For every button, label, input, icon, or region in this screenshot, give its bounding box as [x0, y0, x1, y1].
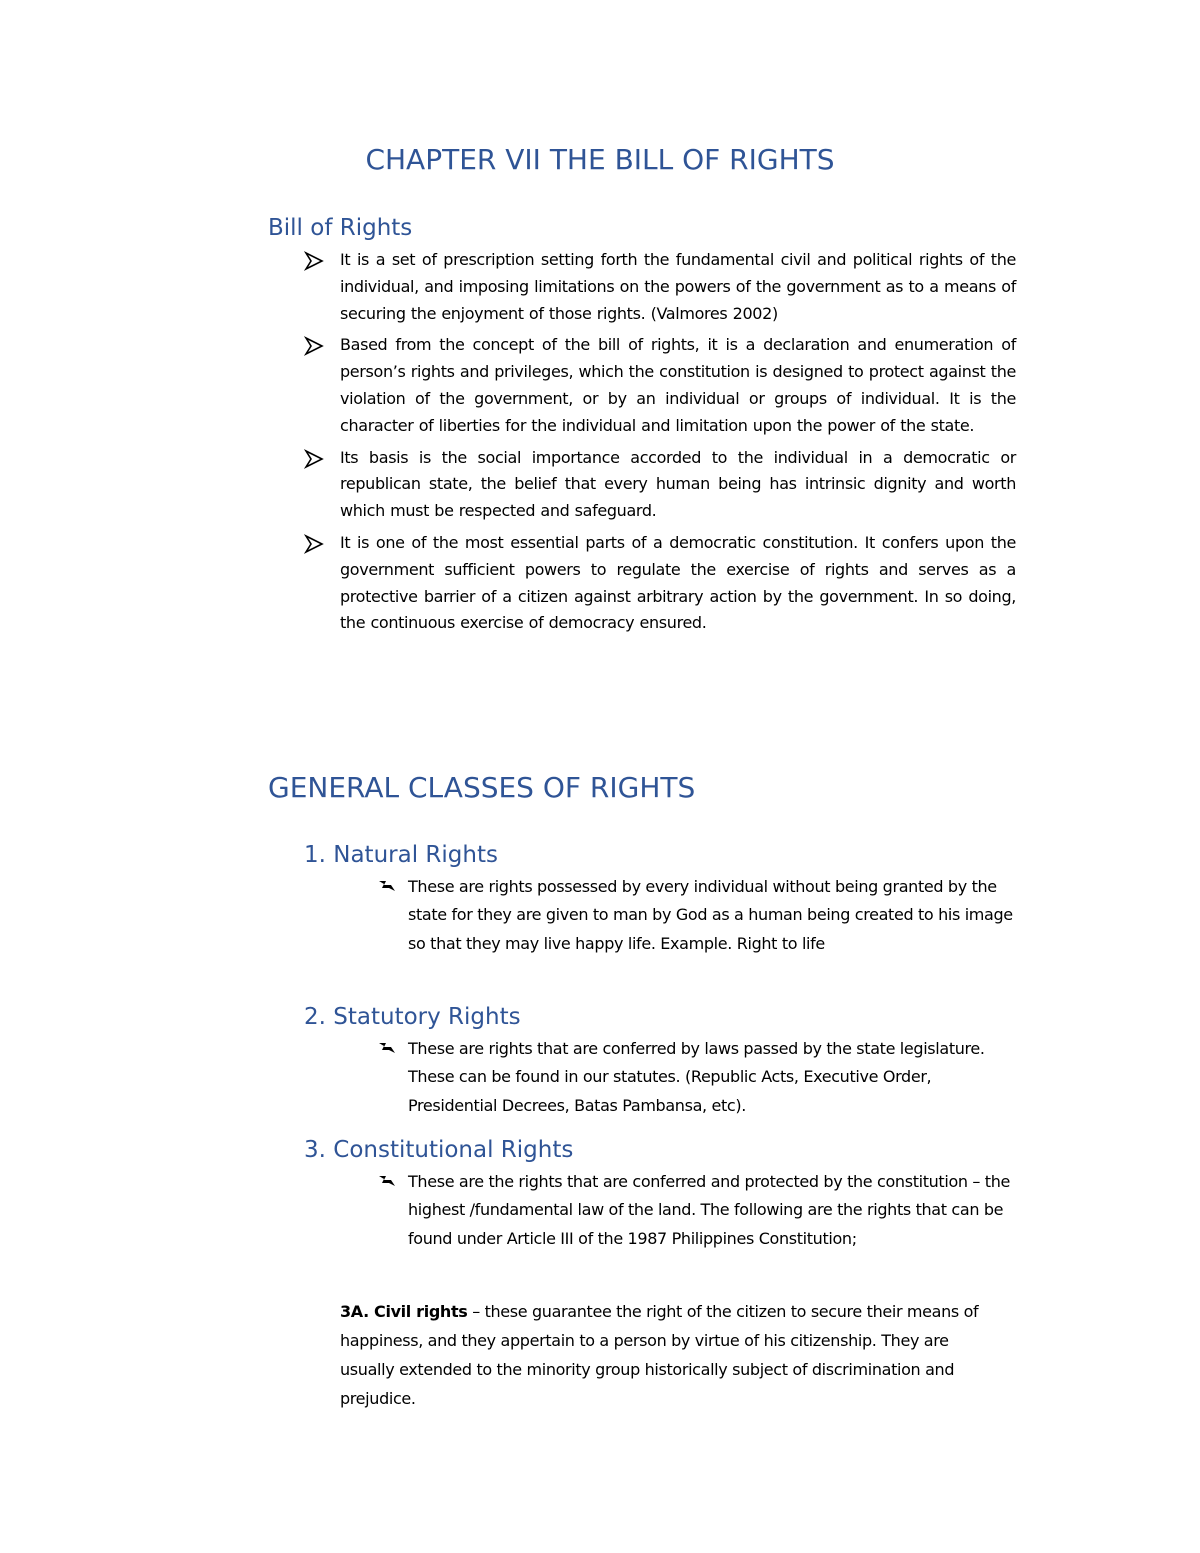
lightning-bolt-icon	[378, 1041, 396, 1055]
statutory-rights-description	[378, 1035, 1018, 1120]
class-description-text: These are rights possessed by every individual without being granted by the state for they are given to man by God as a human being created to his image so that they may live happy life. Example. Right to life	[408, 877, 1013, 953]
natural-rights-description	[378, 873, 1018, 958]
class-description-text: These are the rights that are conferred and protected by the constitution – the highest /fundamental law of the land. The following are the rights that can be found under Article III of the 1987 Philippines Constitution;	[408, 1172, 1011, 1248]
general-classes-heading: GENERAL CLASSES OF RIGHTS	[268, 771, 696, 804]
arrowhead-icon	[304, 534, 324, 554]
bill-of-rights-list	[268, 247, 1016, 642]
class-description-text: These are rights that are conferred by laws passed by the state legislature. These can be found in our statutes. (Republic Acts, Executive Order, Presidential Decrees, Batas Pambansa, etc).	[408, 1039, 985, 1115]
arrowhead-icon	[304, 336, 324, 356]
civil-rights-text: – these guarantee the right of the citizen to secure their means of happiness, and they appertain to a person by virtue of his citizenship. They are usually extended to the minority group historically subject of discrimination and prejudice.	[340, 1302, 979, 1408]
arrowhead-icon	[304, 449, 324, 469]
list-item	[268, 332, 1016, 439]
list-item	[268, 530, 1016, 637]
lightning-bolt-icon	[378, 1174, 396, 1188]
bill-of-rights-item-text: It is a set of prescription setting forth the fundamental civil and political rights of the individual, and imposing limitations on the powers of the government as to a means of securing the enjoyment of those rights. (Valmores 2002)	[340, 250, 1016, 323]
bill-of-rights-heading: Bill of Rights	[268, 215, 413, 241]
bill-of-rights-item-text: Based from the concept of the bill of rights, it is a declaration and enumeration of person’s rights and privileges, which the constitution is designed to protect against the violation of the government, or by an individual or groups of individual. It is the character of liberties for the individual and limitation upon the power of the state.	[340, 335, 1016, 435]
bill-of-rights-item-text: It is one of the most essential parts of a democratic constitution. It confers upon the government sufficient powers to regulate the exercise of rights and serves as a protective barrier of a citizen against arbitrary action by the government. In so doing, the continuous exercise of democracy ensured.	[340, 532, 1016, 633]
list-item	[268, 247, 1016, 327]
lightning-bolt-icon	[378, 879, 396, 893]
natural-rights-heading: 1. Natural Rights	[304, 842, 498, 868]
statutory-rights-heading: 2. Statutory Rights	[304, 1004, 521, 1030]
arrowhead-icon	[304, 251, 324, 271]
constitutional-rights-heading: 3. Constitutional Rights	[304, 1137, 574, 1163]
civil-rights-label: 3A. Civil rights	[340, 1302, 468, 1321]
list-item	[268, 445, 1016, 525]
chapter-title: CHAPTER VII THE BILL OF RIGHTS	[365, 143, 835, 176]
bill-of-rights-item-text: Its basis is the social importance accorded to the individual in a democratic or republican state, the belief that every human being has intrinsic dignity and worth which must be respected and safeguard.	[340, 447, 1016, 521]
constitutional-rights-description	[378, 1168, 1018, 1253]
civil-rights-paragraph	[340, 1297, 980, 1413]
